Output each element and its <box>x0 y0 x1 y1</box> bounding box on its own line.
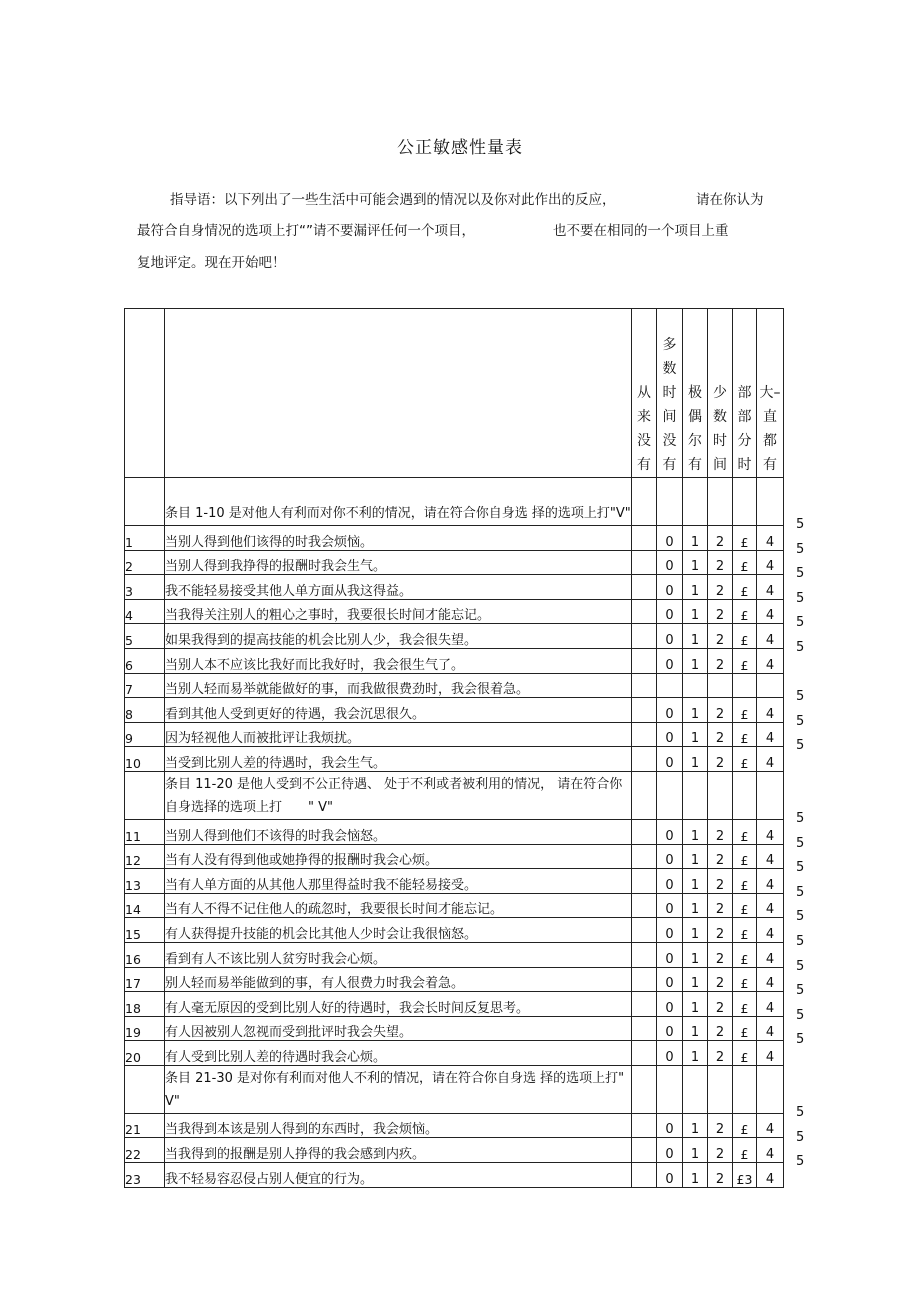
option-value[interactable]: 0 <box>657 1163 683 1188</box>
option-value[interactable]: 0 <box>657 844 683 869</box>
item-number: 18 <box>125 992 165 1017</box>
item-number: 9 <box>125 722 165 747</box>
item-row <box>125 648 784 673</box>
item-text: 看到其他人受到更好的待遇，我会沉思很久。 <box>165 698 632 723</box>
item-text: 有人毫无原因的受到比别人好的待遇时，我会长时间反复思考。 <box>165 992 632 1017</box>
item-text: 别人轻而易举能做到的事，有人很费力时我会着急。 <box>165 967 632 992</box>
option-cell-never[interactable] <box>632 942 657 967</box>
option-value[interactable]: 4 <box>757 550 784 575</box>
item-number: 22 <box>125 1138 165 1163</box>
option-value[interactable]: 0 <box>657 698 683 723</box>
item-text: 当我得关注别人的粗心之事时，我要很长时间才能忘记。 <box>165 599 632 624</box>
option-cell-never[interactable] <box>632 893 657 918</box>
item-text: 当我得到本该是别人得到的东西时，我会烦恼。 <box>165 1113 632 1138</box>
option-value[interactable]: 4 <box>757 624 784 649</box>
overflow-value: 5 <box>796 835 805 851</box>
section-row <box>125 478 784 526</box>
empty-cell <box>657 1065 683 1113</box>
overflow-value: 5 <box>796 1007 805 1023</box>
option-value[interactable]: 0 <box>657 747 683 772</box>
section-instruction: 条目 11-20 是他人受到不公正待遇、 处于不利或者被利用的情况， 请在符合你自身选择的选项上打 " V" <box>165 771 632 819</box>
section-num-cell <box>125 478 165 526</box>
page-title: 公正敏感性量表 <box>397 138 523 158</box>
empty-cell <box>632 771 657 819</box>
option-value[interactable]: 1 <box>683 1113 708 1138</box>
option-cell-never[interactable] <box>632 624 657 649</box>
option-value[interactable]: 2 <box>708 1041 733 1066</box>
item-text: 我不轻易容忍侵占别人便宜的行为。 <box>165 1163 632 1188</box>
option-value[interactable]: 1 <box>683 819 708 844</box>
item-row <box>125 893 784 918</box>
option-value[interactable]: 4 <box>757 844 784 869</box>
option-value[interactable]: 0 <box>657 722 683 747</box>
option-cell-never[interactable] <box>632 844 657 869</box>
overflow-value: 5 <box>796 738 805 754</box>
item-text: 有人受到比别人差的待遇时我会心烦。 <box>165 1041 632 1066</box>
option-value[interactable]: 1 <box>683 1138 708 1163</box>
overflow-value: 5 <box>796 811 805 826</box>
item-row <box>125 1113 784 1138</box>
empty-cell <box>733 1065 757 1113</box>
overflow-value: 5 <box>796 689 805 705</box>
empty-cell <box>757 771 784 819</box>
section-row <box>125 1065 784 1113</box>
option-value[interactable]: 4 <box>757 722 784 747</box>
overflow-value: 5 <box>796 1105 805 1120</box>
option-cell-never[interactable] <box>632 869 657 894</box>
option-value[interactable]: 4 <box>757 575 784 600</box>
option-cell-never[interactable] <box>632 575 657 600</box>
item-number: 17 <box>125 967 165 992</box>
item-row <box>125 967 784 992</box>
item-row <box>125 624 784 649</box>
option-value[interactable]: 1 <box>683 648 708 673</box>
option-cell-never[interactable] <box>632 747 657 772</box>
option-value[interactable]: 4 <box>757 698 784 723</box>
option-value[interactable]: 1 <box>683 893 708 918</box>
option-cell-never[interactable] <box>632 1041 657 1066</box>
option-value[interactable]: 4 <box>757 1041 784 1066</box>
option-cell-never[interactable] <box>632 648 657 673</box>
option-value[interactable]: 4 <box>757 893 784 918</box>
item-row <box>125 1163 784 1188</box>
option-value[interactable]: 2 <box>708 550 733 575</box>
option-value[interactable]: 1 <box>683 698 708 723</box>
option-value[interactable]: 4 <box>757 1113 784 1138</box>
option-value[interactable] <box>657 673 683 698</box>
scale-table <box>124 308 784 1188</box>
option-value[interactable]: 1 <box>683 869 708 894</box>
empty-cell <box>708 478 733 526</box>
item-number: 8 <box>125 698 165 723</box>
option-value[interactable]: 2 <box>708 942 733 967</box>
option-value[interactable]: £ <box>733 1041 757 1066</box>
option-value[interactable]: 2 <box>708 648 733 673</box>
option-value[interactable]: 0 <box>657 967 683 992</box>
option-value[interactable]: 4 <box>757 526 784 551</box>
item-row <box>125 722 784 747</box>
option-value[interactable]: 4 <box>757 967 784 992</box>
option-value[interactable]: £ <box>733 869 757 894</box>
item-number: 6 <box>125 648 165 673</box>
overflow-value: 5 <box>796 615 805 631</box>
option-value[interactable]: 1 <box>683 599 708 624</box>
intro-line-3: 复地评定。现在开始吧！ <box>137 255 286 271</box>
item-text: 当别人本不应该比我好而比我好时，我会很生气了。 <box>165 648 632 673</box>
option-value[interactable]: £ <box>733 599 757 624</box>
option-cell-never[interactable] <box>632 1113 657 1138</box>
option-value[interactable]: £ <box>733 550 757 575</box>
option-value[interactable]: £ <box>733 1113 757 1138</box>
empty-cell <box>683 1065 708 1113</box>
option-cell-never[interactable] <box>632 599 657 624</box>
option-value[interactable]: 2 <box>708 992 733 1017</box>
item-number: 23 <box>125 1163 165 1188</box>
empty-cell <box>757 478 784 526</box>
item-text: 当有人没有得到他或她挣得的报酬时我会心烦。 <box>165 844 632 869</box>
empty-cell <box>632 478 657 526</box>
option-value[interactable]: 1 <box>683 624 708 649</box>
option-value[interactable]: 0 <box>657 599 683 624</box>
item-row <box>125 698 784 723</box>
overflow-value: 5 <box>796 860 805 876</box>
option-value[interactable]: 0 <box>657 1041 683 1066</box>
item-number: 20 <box>125 1041 165 1066</box>
option-value[interactable]: 1 <box>683 747 708 772</box>
item-row <box>125 844 784 869</box>
header-always: 大–直都有 <box>757 309 784 478</box>
item-number: 13 <box>125 869 165 894</box>
option-value[interactable]: £ <box>733 575 757 600</box>
item-number: 16 <box>125 942 165 967</box>
option-value[interactable]: 4 <box>757 747 784 772</box>
overflow-value: 5 <box>796 1154 805 1170</box>
option-cell-never[interactable] <box>632 698 657 723</box>
option-value[interactable]: 1 <box>683 1016 708 1041</box>
item-number: 7 <box>125 673 165 698</box>
option-value[interactable]: 4 <box>757 869 784 894</box>
option-value[interactable]: 2 <box>708 1163 733 1188</box>
option-value[interactable]: 0 <box>657 1138 683 1163</box>
option-value[interactable]: 0 <box>657 526 683 551</box>
option-value[interactable]: 1 <box>683 992 708 1017</box>
section-num-cell <box>125 771 165 819</box>
item-text: 当有人不得不记住他人的疏忽时，我要很长时间才能忘记。 <box>165 893 632 918</box>
option-value[interactable]: £ <box>733 844 757 869</box>
item-number: 4 <box>125 599 165 624</box>
empty-cell <box>708 1065 733 1113</box>
intro-line-1a: 指导语：以下列出了一些生活中可能会遇到的情况以及你对此作出的反应， <box>170 192 616 208</box>
item-text: 当别人轻而易举就能做好的事，而我做很费劲时，我会很着急。 <box>165 673 632 698</box>
intro-line-2a: 最符合自身情况的选项上打“”请不要漏评任何一个项目， <box>137 223 475 239</box>
item-text: 看到有人不该比别人贫穷时我会心烦。 <box>165 942 632 967</box>
option-value[interactable]: 1 <box>683 844 708 869</box>
option-value[interactable]: 0 <box>657 819 683 844</box>
item-row <box>125 526 784 551</box>
item-row <box>125 747 784 772</box>
option-value[interactable]: £ <box>733 526 757 551</box>
option-value[interactable]: 1 <box>683 1041 708 1066</box>
overflow-value: 5 <box>796 713 805 729</box>
option-value[interactable]: 2 <box>708 869 733 894</box>
empty-cell <box>683 771 708 819</box>
option-value[interactable]: 1 <box>683 526 708 551</box>
overflow-value: 5 <box>796 983 805 999</box>
option-value[interactable]: 1 <box>683 942 708 967</box>
item-number: 15 <box>125 918 165 943</box>
header-never: 从来没有 <box>632 309 657 478</box>
empty-cell <box>757 1065 784 1113</box>
item-number: 5 <box>125 624 165 649</box>
item-number: 1 <box>125 526 165 551</box>
option-value[interactable]: £ <box>733 918 757 943</box>
option-value[interactable]: 4 <box>757 1138 784 1163</box>
item-number: 10 <box>125 747 165 772</box>
option-value[interactable]: 2 <box>708 1138 733 1163</box>
option-value[interactable]: 0 <box>657 918 683 943</box>
item-text: 当我得到的报酬是别人挣得的我会感到内疚。 <box>165 1138 632 1163</box>
overflow-value: 5 <box>796 1129 805 1145</box>
item-text: 当受到比别人差的待遇时，我会生气。 <box>165 747 632 772</box>
option-value[interactable]: £ <box>733 624 757 649</box>
item-row <box>125 1016 784 1041</box>
option-value[interactable]: 4 <box>757 992 784 1017</box>
option-value[interactable]: £ <box>733 648 757 673</box>
overflow-value: 5 <box>796 1032 805 1048</box>
empty-cell <box>683 478 708 526</box>
empty-cell <box>657 771 683 819</box>
item-number: 21 <box>125 1113 165 1138</box>
option-cell-never[interactable] <box>632 967 657 992</box>
section-instruction: 条目 21-30 是对你有利而对他人不利的情况，请在符合你自身选 择的选项上打" V" <box>165 1065 632 1113</box>
item-row <box>125 575 784 600</box>
option-value[interactable]: £ <box>733 967 757 992</box>
option-value[interactable]: 0 <box>657 624 683 649</box>
item-row <box>125 599 784 624</box>
option-value[interactable]: 2 <box>708 747 733 772</box>
option-value[interactable]: £3 <box>733 1163 757 1188</box>
option-cell-never[interactable] <box>632 550 657 575</box>
item-row <box>125 918 784 943</box>
option-cell-never[interactable] <box>632 819 657 844</box>
item-number: 3 <box>125 575 165 600</box>
empty-cell <box>733 771 757 819</box>
option-value[interactable]: 1 <box>683 918 708 943</box>
intro-line-1b: 请在你认为 <box>696 192 764 208</box>
option-value[interactable]: 2 <box>708 575 733 600</box>
option-cell-never[interactable] <box>632 918 657 943</box>
header-row <box>125 309 784 478</box>
item-text: 因为轻视他人而被批评让我烦扰。 <box>165 722 632 747</box>
item-text: 当别人得到我挣得的报酬时我会生气。 <box>165 550 632 575</box>
overflow-value: 5 <box>796 934 805 949</box>
option-value[interactable]: 0 <box>657 893 683 918</box>
item-number: 19 <box>125 1016 165 1041</box>
header-sometimes: 少数时间 <box>708 309 733 478</box>
option-value[interactable] <box>683 673 708 698</box>
option-value[interactable]: 4 <box>757 1163 784 1188</box>
option-value[interactable]: 0 <box>657 575 683 600</box>
option-cell-never[interactable] <box>632 526 657 551</box>
option-value[interactable]: 1 <box>683 967 708 992</box>
option-value[interactable]: 0 <box>657 1113 683 1138</box>
overflow-value: 5 <box>796 566 805 582</box>
overflow-value: 5 <box>796 590 805 606</box>
header-rarely: 极偶尔有 <box>683 309 708 478</box>
option-value[interactable]: 1 <box>683 550 708 575</box>
option-value[interactable]: £ <box>733 747 757 772</box>
section-row <box>125 771 784 819</box>
item-row <box>125 1138 784 1163</box>
header-mostly: 部部分时 <box>733 309 757 478</box>
item-text: 当别人得到他们不该得的时我会恼怒。 <box>165 819 632 844</box>
empty-cell <box>708 771 733 819</box>
option-value[interactable]: 2 <box>708 599 733 624</box>
option-cell-never[interactable] <box>632 992 657 1017</box>
intro-line-2b: 也不要在相同的一个项目上重 <box>553 223 729 239</box>
option-value[interactable]: 2 <box>708 526 733 551</box>
option-cell-never[interactable] <box>632 1016 657 1041</box>
item-number: 14 <box>125 893 165 918</box>
item-number: 11 <box>125 819 165 844</box>
overflow-value: 5 <box>796 884 805 900</box>
option-value[interactable]: 1 <box>683 575 708 600</box>
option-value[interactable]: 4 <box>757 648 784 673</box>
overflow-value: 5 <box>796 958 805 974</box>
item-number: 2 <box>125 550 165 575</box>
option-value[interactable]: 2 <box>708 1016 733 1041</box>
option-value[interactable]: 0 <box>657 942 683 967</box>
section-num-cell <box>125 1065 165 1113</box>
item-text: 当有人单方面的从其他人那里得益时我不能轻易接受。 <box>165 869 632 894</box>
overflow-value: 5 <box>796 909 805 925</box>
option-value[interactable]: 0 <box>657 648 683 673</box>
option-value[interactable]: 2 <box>708 893 733 918</box>
option-value[interactable]: 2 <box>708 698 733 723</box>
item-row <box>125 992 784 1017</box>
option-value[interactable]: £ <box>733 893 757 918</box>
option-value[interactable] <box>708 673 733 698</box>
item-row <box>125 942 784 967</box>
item-text: 我不能轻易接受其他人单方面从我这得益。 <box>165 575 632 600</box>
option-value[interactable]: 2 <box>708 967 733 992</box>
option-value[interactable]: £ <box>733 992 757 1017</box>
option-value[interactable]: £ <box>733 1016 757 1041</box>
option-value[interactable] <box>757 673 784 698</box>
option-value[interactable]: £ <box>733 1138 757 1163</box>
option-value[interactable]: £ <box>733 942 757 967</box>
option-cell-never[interactable] <box>632 722 657 747</box>
item-row <box>125 869 784 894</box>
option-value[interactable]: 4 <box>757 599 784 624</box>
option-cell-never[interactable] <box>632 673 657 698</box>
option-value[interactable]: £ <box>733 698 757 723</box>
option-cell-never[interactable] <box>632 1163 657 1188</box>
empty-cell <box>657 478 683 526</box>
empty-cell <box>733 478 757 526</box>
option-value[interactable]: 0 <box>657 550 683 575</box>
item-row <box>125 1041 784 1066</box>
option-value[interactable]: 0 <box>657 1016 683 1041</box>
option-value[interactable]: 0 <box>657 869 683 894</box>
option-value[interactable]: 0 <box>657 992 683 1017</box>
option-value[interactable]: 2 <box>708 722 733 747</box>
section-instruction: 条目 1-10 是对他人有利而对你不利的情况，请在符合你自身选 择的选项上打"V" <box>165 478 632 526</box>
item-row <box>125 673 784 698</box>
header-num-cell <box>125 309 165 478</box>
option-value[interactable]: 2 <box>708 918 733 943</box>
option-value[interactable]: 1 <box>683 722 708 747</box>
overflow-value: 5 <box>796 640 805 655</box>
option-value[interactable]: 4 <box>757 819 784 844</box>
item-text: 有人因被别人忽视而受到批评时我会失望。 <box>165 1016 632 1041</box>
option-value[interactable] <box>733 673 757 698</box>
overflow-value: 5 <box>796 517 805 532</box>
option-value[interactable]: £ <box>733 722 757 747</box>
option-cell-never[interactable] <box>632 1138 657 1163</box>
option-value[interactable]: 2 <box>708 624 733 649</box>
option-value[interactable]: 4 <box>757 918 784 943</box>
option-value[interactable]: 4 <box>757 942 784 967</box>
item-text: 有人获得提升技能的机会比其他人少时会让我很恼怒。 <box>165 918 632 943</box>
header-mostly-not: 多数时间没有 <box>657 309 683 478</box>
item-text: 当别人得到他们该得的时我会烦恼。 <box>165 526 632 551</box>
option-value[interactable]: 1 <box>683 1163 708 1188</box>
option-value[interactable]: 2 <box>708 844 733 869</box>
option-value[interactable]: 4 <box>757 1016 784 1041</box>
overflow-value: 5 <box>796 541 805 557</box>
option-value[interactable]: 2 <box>708 819 733 844</box>
item-row <box>125 550 784 575</box>
empty-cell <box>632 1065 657 1113</box>
item-text: 如果我得到的提高技能的机会比别人少，我会很失望。 <box>165 624 632 649</box>
option-value[interactable]: £ <box>733 819 757 844</box>
item-row <box>125 819 784 844</box>
option-value[interactable]: 2 <box>708 1113 733 1138</box>
header-item-cell <box>165 309 632 478</box>
item-number: 12 <box>125 844 165 869</box>
